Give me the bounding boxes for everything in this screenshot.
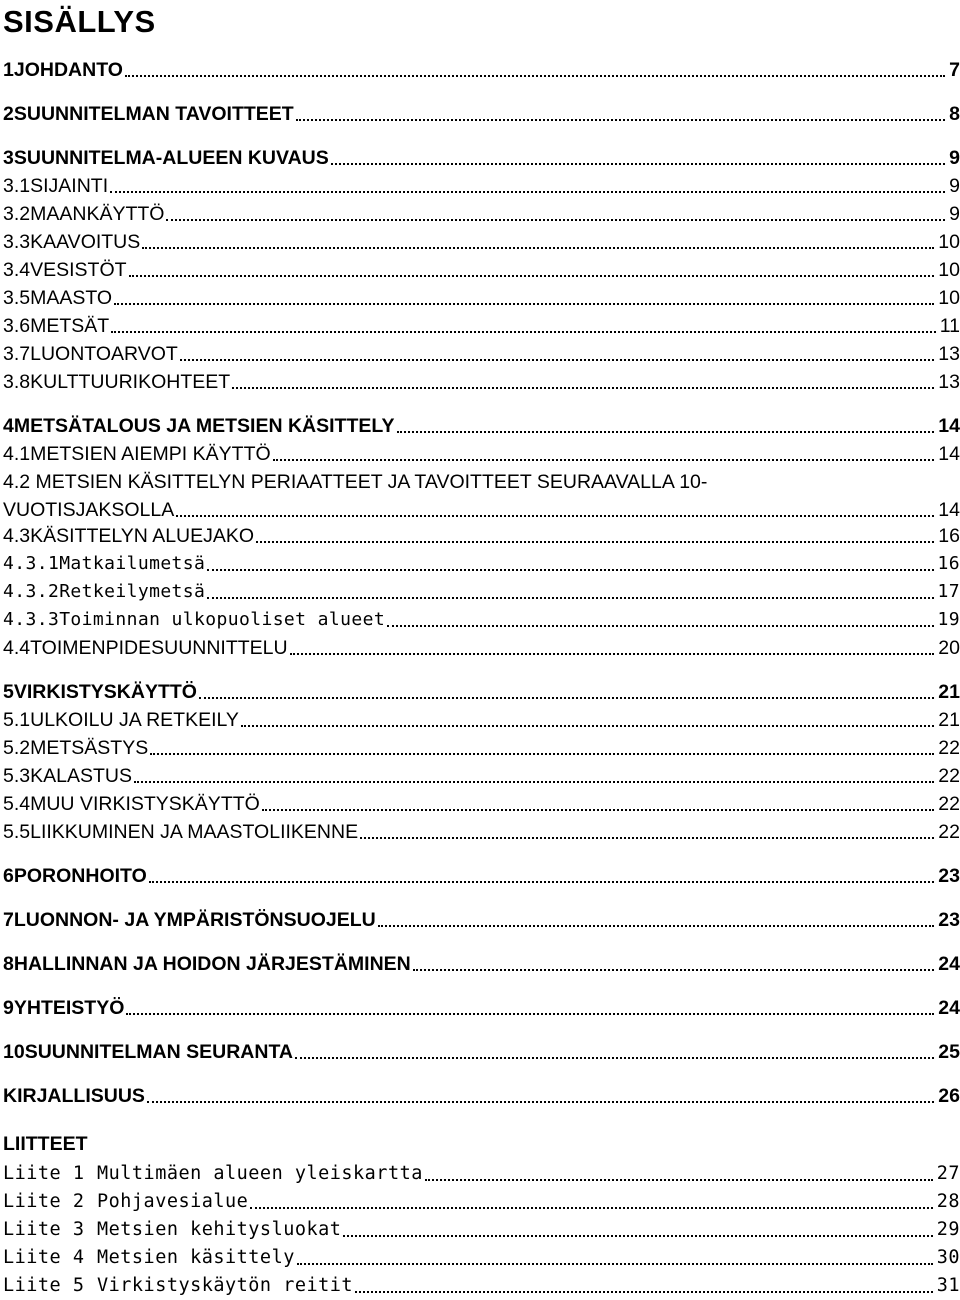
dot-leader xyxy=(262,809,934,811)
toc-entry[interactable] xyxy=(3,952,960,976)
dot-leader xyxy=(296,119,945,121)
toc-entry-label: KULTTUURIKOHTEET xyxy=(30,371,231,393)
toc-entry[interactable] xyxy=(3,146,960,170)
appendix-page-number: 30 xyxy=(936,1247,960,1268)
toc-entry-number: 4.3 xyxy=(3,525,31,547)
toc-page-number: 7 xyxy=(949,59,960,81)
toc-entry-label: Toiminnan ulkopuoliset alueet xyxy=(59,609,386,630)
toc-entry-first-line[interactable] xyxy=(3,470,707,494)
appendix-label: Metsien kehitysluokat xyxy=(97,1219,342,1240)
dot-leader xyxy=(290,653,935,655)
toc-page-number: 16 xyxy=(938,525,960,547)
toc-page-number: 10 xyxy=(938,231,960,253)
dot-leader xyxy=(125,75,945,77)
toc-page-number: 24 xyxy=(938,953,960,975)
toc-entry-label: METSÄTALOUS JA METSIEN KÄSITTELY xyxy=(13,415,395,437)
toc-page-number: 8 xyxy=(949,103,960,125)
toc-entry-number: 4.3.3 xyxy=(3,609,60,630)
dot-leader xyxy=(180,359,934,361)
toc-entry-number: 10 xyxy=(3,1041,25,1063)
toc-entry-label: YHTEISTYÖ xyxy=(13,997,125,1019)
toc-entry-number: 9 xyxy=(3,997,14,1019)
appendix-page-number: 31 xyxy=(936,1275,960,1296)
dot-leader xyxy=(166,219,945,221)
toc-entry-number: 3.6 xyxy=(3,315,31,337)
toc-page-number: 24 xyxy=(938,997,960,1019)
toc-entry-label: PORONHOITO xyxy=(13,865,147,887)
toc-entry[interactable] xyxy=(3,792,960,816)
toc-page-number: 22 xyxy=(938,737,960,759)
appendix-entry[interactable] xyxy=(3,1162,960,1186)
dot-leader xyxy=(149,881,935,883)
dot-leader xyxy=(142,247,934,249)
dot-leader xyxy=(241,725,934,727)
toc-page-number: 14 xyxy=(938,443,960,465)
toc-entry-label: VIRKISTYSKÄYTTÖ xyxy=(13,681,197,703)
toc-page-number: 22 xyxy=(938,765,960,787)
toc-entry[interactable] xyxy=(3,552,960,576)
toc-entry-number: 3.7 xyxy=(3,343,31,365)
toc-entry-number: 6 xyxy=(3,865,14,887)
toc-entry-label: METSIEN AIEMPI KÄYTTÖ xyxy=(30,443,271,465)
toc-entry-number: 3.8 xyxy=(3,371,31,393)
toc-entry[interactable] xyxy=(3,820,960,844)
toc-entry[interactable] xyxy=(3,524,960,548)
toc-entry[interactable] xyxy=(3,230,960,254)
toc-page-number: 22 xyxy=(938,793,960,815)
appendix-label: Pohjavesialue xyxy=(97,1191,249,1212)
toc-entry-label: HALLINNAN JA HOIDON JÄRJESTÄMINEN xyxy=(13,953,411,975)
toc-page-number: 21 xyxy=(938,709,960,731)
toc-entry-label-continued: VUOTISJAKSOLLA xyxy=(3,499,175,521)
toc-entry-number: 3.2 xyxy=(3,203,31,225)
toc-page-number: 14 xyxy=(938,499,960,521)
dot-leader xyxy=(425,1179,933,1181)
appendix-number: Liite 3 xyxy=(3,1219,85,1240)
toc-entry-number: 5.1 xyxy=(3,709,31,731)
toc-entry-number: 4.4 xyxy=(3,637,31,659)
dot-leader xyxy=(207,569,933,571)
toc-page-number: 21 xyxy=(938,681,960,703)
appendix-label: Virkistyskäytön reitit xyxy=(97,1275,354,1296)
toc-entry-label: LIIKKUMINEN JA MAASTOLIIKENNE xyxy=(30,821,359,843)
toc-entry-label: LUONTOARVOT xyxy=(30,343,178,365)
toc-entry[interactable] xyxy=(3,580,960,604)
toc-entry-label: KÄSITTELYN ALUEJAKO xyxy=(30,525,255,547)
toc-entry[interactable] xyxy=(3,202,960,226)
toc-page-number: 17 xyxy=(937,581,960,602)
toc-page-number: 22 xyxy=(938,821,960,843)
toc-entry-label: KIRJALLISUUS xyxy=(3,1085,145,1107)
toc-entry-number: 3.3 xyxy=(3,231,31,253)
toc-entry-number: 3.5 xyxy=(3,287,31,309)
toc-entry-label: LUONNON- JA YMPÄRISTÖNSUOJELU xyxy=(13,909,376,931)
toc-entry[interactable] xyxy=(3,286,960,310)
toc-entry[interactable] xyxy=(3,174,960,198)
dot-leader xyxy=(114,303,934,305)
toc-entry-label: SUUNNITELMA-ALUEEN KUVAUS xyxy=(13,147,329,169)
toc-entry-number: 5 xyxy=(3,681,14,703)
appendix-label: Metsien käsittely xyxy=(97,1247,295,1268)
toc-entry-label: METSIEN KÄSITTELYN PERIAATTEET JA TAVOITTEET SEURAAVALLA 10- xyxy=(35,471,708,493)
toc-entry-label: JOHDANTO xyxy=(13,59,123,81)
toc-entry-label: METSÄSTYS xyxy=(30,737,149,759)
toc-entry-label: KALASTUS xyxy=(30,765,132,787)
toc-page-number: 23 xyxy=(938,865,960,887)
dot-leader xyxy=(232,387,934,389)
toc-entry[interactable] xyxy=(3,442,960,466)
appendix-page-number: 29 xyxy=(936,1219,960,1240)
appendix-entry[interactable] xyxy=(3,1218,960,1242)
toc-page-number: 19 xyxy=(937,609,960,630)
toc-entry-label: ULKOILU JA RETKEILY xyxy=(30,709,239,731)
toc-entry-label: Retkeilymetsä xyxy=(59,581,206,602)
toc-page-number: 26 xyxy=(938,1085,960,1107)
appendix-entry[interactable] xyxy=(3,1274,960,1298)
appendix-number: Liite 1 xyxy=(3,1163,85,1184)
dot-leader xyxy=(110,191,945,193)
appendix-number: Liite 4 xyxy=(3,1247,85,1268)
toc-entry[interactable] xyxy=(3,370,960,394)
toc-entry[interactable] xyxy=(3,1084,960,1108)
dot-leader xyxy=(343,1235,932,1237)
dot-leader xyxy=(147,1101,934,1103)
toc-page-number: 25 xyxy=(938,1041,960,1063)
toc-entry-label: METSÄT xyxy=(30,315,110,337)
toc-entry-label: KAAVOITUS xyxy=(30,231,141,253)
toc-entry-number: 4.3.2 xyxy=(3,581,60,602)
toc-page-number: 20 xyxy=(938,637,960,659)
toc-entry-number: 2 xyxy=(3,103,14,125)
appendix-page-number: 27 xyxy=(936,1163,960,1184)
appendix-entry[interactable] xyxy=(3,1246,960,1270)
page-title: SISÄLLYS xyxy=(3,4,156,39)
toc-entry-label: SIJAINTI xyxy=(30,175,109,197)
dot-leader xyxy=(355,1291,933,1293)
dot-leader xyxy=(273,459,935,461)
toc-entry-number: 7 xyxy=(3,909,14,931)
appendix-heading: LIITTEET xyxy=(3,1133,88,1155)
dot-leader xyxy=(250,1207,932,1209)
toc-entry[interactable] xyxy=(3,864,960,888)
toc-entry[interactable] xyxy=(3,764,960,788)
toc-entry-number: 3.4 xyxy=(3,259,31,281)
dot-leader xyxy=(297,1263,933,1265)
toc-entry-number: 3.1 xyxy=(3,175,31,197)
toc-entry-number: 4.1 xyxy=(3,443,31,465)
toc-entry-number: 5.5 xyxy=(3,821,31,843)
dot-leader xyxy=(150,753,934,755)
toc-entry-label: SUUNNITELMAN SEURANTA xyxy=(24,1041,293,1063)
toc-entry-label: VESISTÖT xyxy=(30,259,127,281)
toc-entry[interactable] xyxy=(3,498,960,522)
toc-page-number: 13 xyxy=(938,371,960,393)
toc-entry[interactable] xyxy=(3,102,960,126)
toc-page-number: 10 xyxy=(938,259,960,281)
toc-entry[interactable] xyxy=(3,58,960,82)
toc-entry-number: 4.3.1 xyxy=(3,553,60,574)
toc-entry-label: Matkailumetsä xyxy=(59,553,206,574)
toc-entry[interactable] xyxy=(3,708,960,732)
dot-leader xyxy=(360,837,934,839)
appendix-label: Multimäen alueen yleiskartta xyxy=(97,1163,423,1184)
dot-leader xyxy=(199,697,934,699)
dot-leader xyxy=(111,331,936,333)
toc-entry[interactable] xyxy=(3,636,960,660)
appendix-page-number: 28 xyxy=(936,1191,960,1212)
dot-leader xyxy=(413,969,935,971)
toc-entry[interactable] xyxy=(3,258,960,282)
toc-entry-number: 5.4 xyxy=(3,793,31,815)
dot-leader xyxy=(397,431,935,433)
toc-entry[interactable] xyxy=(3,414,960,438)
toc-page-number: 14 xyxy=(938,415,960,437)
toc-page-number: 10 xyxy=(938,287,960,309)
toc-page-number: 13 xyxy=(938,343,960,365)
toc-entry-label: TOIMENPIDESUUNNITTELU xyxy=(30,637,288,659)
dot-leader xyxy=(387,625,933,627)
toc-entry[interactable] xyxy=(3,608,960,632)
dot-leader xyxy=(331,163,945,165)
toc-entry[interactable] xyxy=(3,736,960,760)
toc-entry-label: MUU VIRKISTYSKÄYTTÖ xyxy=(30,793,260,815)
toc-page-number: 9 xyxy=(949,147,960,169)
toc-page-number: 9 xyxy=(949,203,960,225)
toc-page-number: 11 xyxy=(939,315,960,337)
toc-page-number: 9 xyxy=(949,175,960,197)
toc-page-number: 16 xyxy=(937,553,960,574)
toc-entry[interactable] xyxy=(3,342,960,366)
appendix-entry[interactable] xyxy=(3,1190,960,1214)
dot-leader xyxy=(295,1057,934,1059)
toc-entry-number: 5.2 xyxy=(3,737,31,759)
appendix-number: Liite 2 xyxy=(3,1191,85,1212)
dot-leader xyxy=(129,275,935,277)
toc-entry-number: 4.2 xyxy=(3,471,31,493)
toc-entry[interactable] xyxy=(3,908,960,932)
toc-entry-label: MAASTO xyxy=(30,287,113,309)
dot-leader xyxy=(378,925,935,927)
toc-entry-label: SUUNNITELMAN TAVOITTEET xyxy=(13,103,294,125)
dot-leader xyxy=(256,541,934,543)
toc-entry[interactable] xyxy=(3,1040,960,1064)
toc-entry[interactable] xyxy=(3,680,960,704)
toc-entry-number: 1 xyxy=(3,59,14,81)
dot-leader xyxy=(134,781,934,783)
toc-entry[interactable] xyxy=(3,996,960,1020)
toc-entry-label: MAANKÄYTTÖ xyxy=(30,203,165,225)
appendix-number: Liite 5 xyxy=(3,1275,85,1296)
toc-entry[interactable] xyxy=(3,314,960,338)
dot-leader xyxy=(126,1013,934,1015)
toc-page-number: 23 xyxy=(938,909,960,931)
dot-leader xyxy=(207,597,933,599)
toc-entry-number: 4 xyxy=(3,415,14,437)
dot-leader xyxy=(176,515,934,517)
toc-entry-number: 5.3 xyxy=(3,765,31,787)
toc-entry-number: 3 xyxy=(3,147,14,169)
toc-entry-number: 8 xyxy=(3,953,14,975)
